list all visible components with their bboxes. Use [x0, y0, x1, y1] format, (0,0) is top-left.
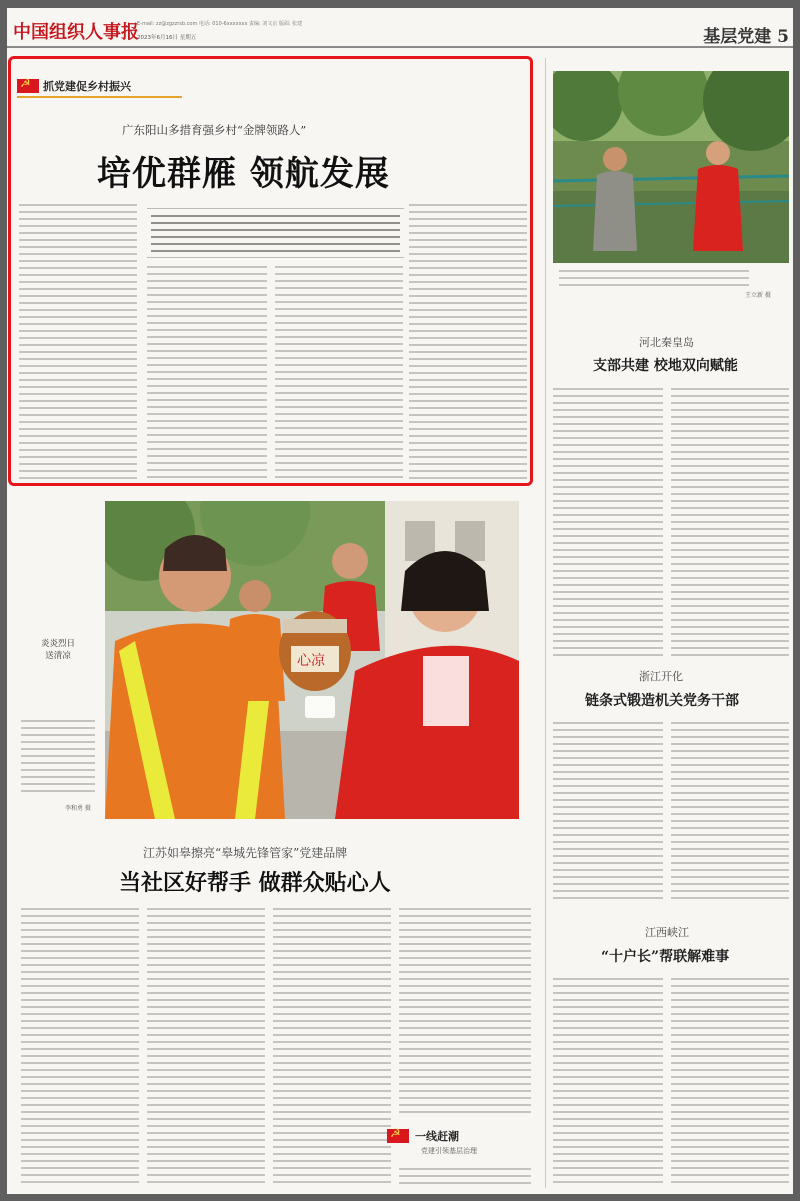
- photo-side-caption: [21, 720, 95, 792]
- photo-sanitation-workers: [105, 501, 519, 819]
- photo-caption-top-right: [559, 270, 749, 290]
- section-title: 基层党建 5: [703, 27, 789, 47]
- story1-text-col-1: [553, 388, 663, 658]
- second-story-col-1: [21, 908, 139, 1188]
- section-badge-label: 抓党建促乡村振兴: [43, 80, 131, 93]
- jar-label-text: 心凉: [297, 653, 325, 669]
- photo-credit-top-right: 王立新 摄: [745, 292, 771, 299]
- story1-headline: 支部共建 校地双向赋能: [593, 358, 738, 374]
- photo-side-credit: 李和勇 摄: [65, 805, 91, 812]
- story1-text-col-2: [671, 388, 789, 658]
- newspaper-page: [7, 8, 793, 1194]
- photo-volunteer-visit: [553, 71, 789, 263]
- second-story-col-4-tail: [399, 1168, 531, 1188]
- second-story-col-4: [399, 908, 531, 1118]
- footer-badge-subtitle: 党建引领基层治理: [421, 1147, 477, 1155]
- story2-text-col-1: [553, 722, 663, 902]
- photo-volunteer-visit-image: [553, 71, 789, 263]
- party-flag-icon: [17, 79, 39, 93]
- story2-kicker: 浙江开化: [639, 670, 683, 683]
- lead-text-col-4: [409, 204, 527, 479]
- story3-text-col-1: [553, 978, 663, 1186]
- lead-summary-text: [151, 215, 400, 253]
- lead-headline: 培优群雁 领航发展: [97, 154, 390, 194]
- lead-summary-box: [147, 208, 404, 258]
- newspaper-logo: 中国组织人事报: [13, 22, 139, 43]
- lead-kicker: 广东阳山多措育强乡村“金牌领路人”: [122, 123, 307, 137]
- story3-text-col-2: [671, 978, 789, 1186]
- right-column-divider: [545, 58, 546, 1188]
- lead-text-col-2: [147, 266, 267, 479]
- masthead-date: 2023年6月16日 星期五: [137, 35, 197, 41]
- footer-badge-title: 一线赶潮: [415, 1130, 459, 1143]
- second-story-col-2: [147, 908, 265, 1188]
- masthead-meta-contact: E-mail: zz@zgzzrsb.com 电话: 010-6xxxxxxx 责编: 刘文京 版面: 张建: [137, 21, 303, 27]
- story2-headline: 链条式锻造机关党务干部: [585, 693, 739, 709]
- story1-kicker: 河北秦皇岛: [639, 336, 694, 349]
- story3-headline: “十户长”帮联解难事: [601, 949, 730, 965]
- story3-kicker: 江西峡江: [645, 926, 689, 939]
- photo-side-title: 炎炎烈日 送清凉: [40, 639, 75, 661]
- second-story-headline: 当社区好帮手 做群众贴心人: [119, 870, 391, 896]
- badge-underline: [17, 96, 182, 98]
- second-story-col-3: [273, 908, 391, 1188]
- photo-sanitation-workers-image: [105, 501, 519, 819]
- footer-section-badge: [387, 1128, 477, 1156]
- lead-text-col-3: [275, 266, 403, 479]
- party-flag-icon: [387, 1129, 409, 1143]
- masthead: [7, 8, 793, 48]
- story2-text-col-2: [671, 722, 789, 902]
- lead-text-col-1: [19, 204, 137, 479]
- second-story-kicker: 江苏如皋擦亮“皋城先锋管家”党建品牌: [143, 846, 348, 860]
- section-badge: [17, 78, 131, 94]
